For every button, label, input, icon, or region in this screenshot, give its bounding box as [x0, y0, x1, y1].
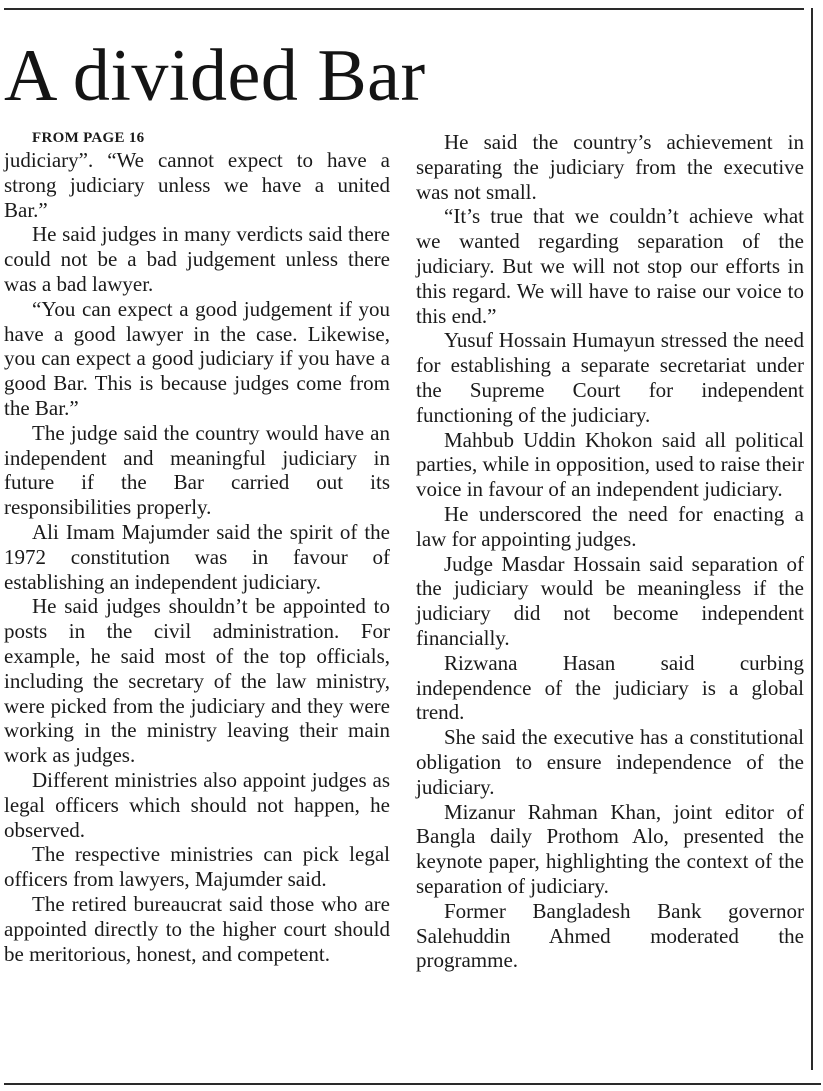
bottom-rule — [4, 1083, 821, 1085]
paragraph: Different ministries also appoint judges as legal officers which should not happen, he observed. — [4, 767, 390, 842]
paragraph: The retired bureaucrat said those who are appointed directly to the higher court should be meritorious, honest, and competent. — [4, 891, 390, 966]
paragraph: Mahbub Uddin Khokon said all political parties, while in opposition, used to raise their voice in favour of an independent judiciary. — [416, 427, 804, 502]
top-rule — [4, 8, 804, 10]
paragraph: Yusuf Hossain Humayun stressed the need for establishing a separate secretariat under the Supreme Court for independent functioning of the judiciary. — [416, 328, 804, 427]
paragraph: He underscored the need for enacting a law for appointing judges. — [416, 501, 804, 551]
paragraph: Ali Imam Majumder said the spirit of the 1972 constitution was in favour of establishing an independent judiciary. — [4, 519, 390, 594]
paragraph: Former Bangladesh Bank governor Salehuddin Ahmed moderated the programme. — [416, 898, 804, 973]
paragraph: She said the executive has a constitutional obligation to ensure independence of the judiciary. — [416, 725, 804, 799]
paragraph: The respective ministries can pick legal officers from lawyers, Majumder said. — [4, 842, 390, 892]
headline: A divided Bar — [4, 35, 426, 117]
paragraph: He said judges in many verdicts said there could not be a bad judgement unless there was a bad lawyer. — [4, 222, 390, 296]
article-column-left — [4, 128, 390, 966]
paragraph: The judge said the country would have an independent and meaningful judiciary in future if the Bar carried out its responsibilities properly. — [4, 420, 390, 520]
paragraph: He said judges shouldn’t be appointed to posts in the civil administration. For example, he said most of the top officials, including the secretary of the law ministry, were picked from the judiciary and they were working in the ministry leaving their main work as judges. — [4, 594, 390, 768]
paragraph: Mizanur Rahman Khan, joint editor of Bangla daily Prothom Alo, presented the keynote paper, highlighting the context of the separation of judiciary. — [416, 799, 804, 898]
paragraph: “It’s true that we couldn’t achieve what we wanted regarding separation of the judiciary. But we will not stop our efforts in this regard. We will have to raise our voice to this end.” — [416, 204, 804, 328]
paragraph: He said the country’s achievement in separating the judiciary from the executive was not small. — [416, 130, 804, 204]
article-column-right — [416, 130, 804, 973]
right-rule — [811, 8, 813, 1070]
paragraph: Rizwana Hasan said curbing independence of the judiciary is a global trend. — [416, 650, 804, 725]
paragraph: Judge Masdar Hossain said separation of the judiciary would be meaningless if the judiciary did not become independent financially. — [416, 551, 804, 650]
dateline: FROM PAGE 16 — [32, 130, 145, 146]
paragraph: judiciary”. “We cannot expect to have a strong judiciary unless we have a united Bar.” — [4, 148, 390, 222]
paragraph: “You can expect a good judgement if you have a good lawyer in the case. Likewise, you can expect a good judiciary if you have a good Bar. This is because judges come from the Bar.” — [4, 296, 390, 420]
